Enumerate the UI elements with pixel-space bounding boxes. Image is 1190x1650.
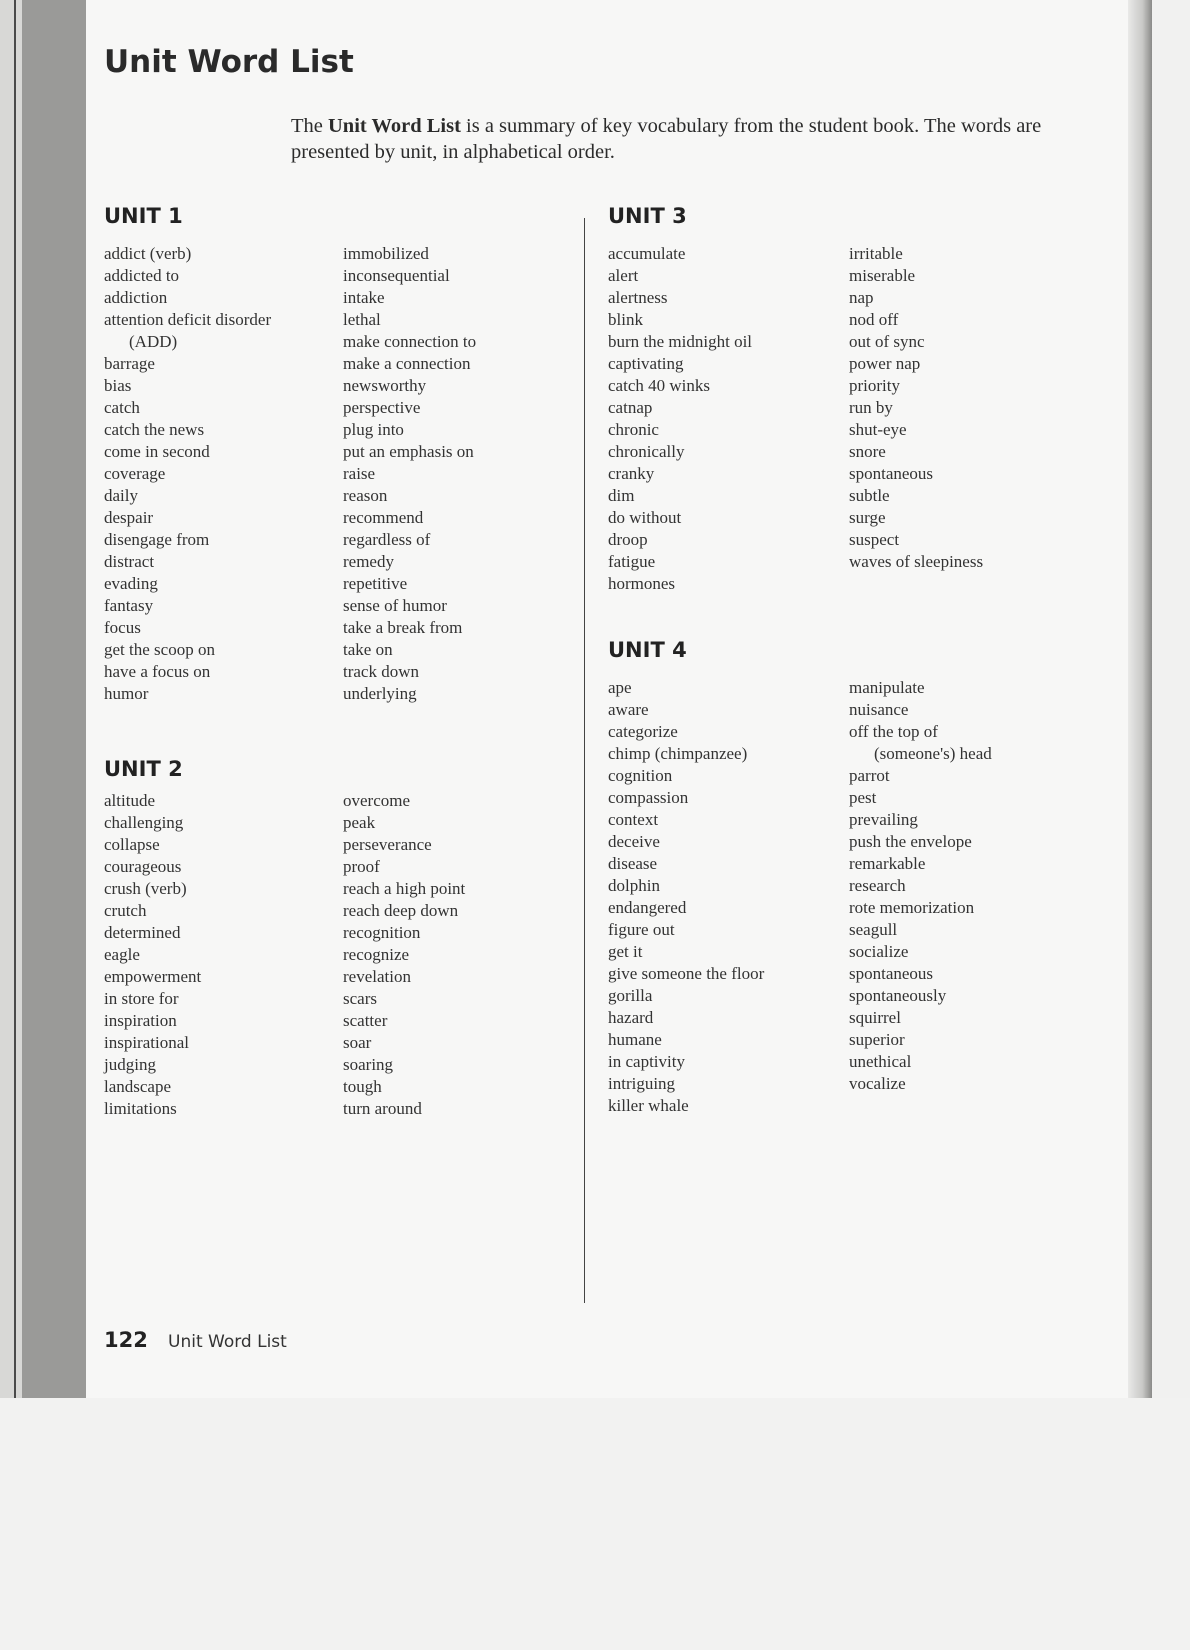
word-list-item: proof bbox=[343, 857, 380, 876]
word-list-item: hazard bbox=[608, 1008, 654, 1027]
word-list-item: catch bbox=[104, 398, 140, 417]
word-list-item: categorize bbox=[608, 722, 678, 741]
word-list-item: deceive bbox=[608, 832, 660, 851]
word-list-item: run by bbox=[849, 398, 893, 417]
word-list-item: chronic bbox=[608, 420, 659, 439]
word-list-item: despair bbox=[104, 508, 154, 527]
word-list-item: chimp (chimpanzee) bbox=[608, 744, 748, 763]
word-list-item: cranky bbox=[608, 464, 655, 483]
page-fold-shadow bbox=[1128, 0, 1152, 1398]
word-list-item: immobilized bbox=[343, 244, 429, 263]
footer-label: Unit Word List bbox=[168, 1332, 287, 1352]
word-list-item: distract bbox=[104, 552, 155, 571]
word-list-item: come in second bbox=[104, 442, 210, 461]
word-list-item: alertness bbox=[608, 288, 668, 307]
word-list-item: soaring bbox=[343, 1055, 394, 1074]
word-list-item: spontaneous bbox=[849, 964, 934, 983]
unit-3-list-a bbox=[608, 243, 752, 595]
unit-4-heading: UNIT 4 bbox=[608, 638, 687, 662]
word-list-item: priority bbox=[849, 376, 900, 395]
word-list-item: superior bbox=[849, 1030, 905, 1049]
word-list-item: spontaneous bbox=[849, 464, 934, 483]
word-list-item: altitude bbox=[104, 791, 155, 810]
word-list-item: (someone's) head bbox=[874, 744, 992, 763]
word-list-item: research bbox=[849, 876, 906, 895]
lower-paper bbox=[0, 1398, 1190, 1650]
word-list-item: raise bbox=[343, 464, 376, 483]
word-list-item: courageous bbox=[104, 857, 182, 876]
word-list-item: disease bbox=[608, 854, 658, 873]
word-list-item: gorilla bbox=[608, 986, 653, 1005]
word-list-item: off the top of bbox=[849, 722, 938, 741]
word-list-item: recognition bbox=[343, 923, 421, 942]
unit-3-list-b bbox=[849, 243, 983, 573]
word-list-item: unethical bbox=[849, 1052, 912, 1071]
word-list-item: challenging bbox=[104, 813, 184, 832]
word-list-item: inspiration bbox=[104, 1011, 177, 1030]
word-list-item: coverage bbox=[104, 464, 166, 483]
word-list-item: droop bbox=[608, 530, 648, 549]
word-list-item: prevailing bbox=[849, 810, 918, 829]
word-list-item: perspective bbox=[343, 398, 421, 417]
unit-1-heading: UNIT 1 bbox=[104, 204, 183, 228]
word-list-item: in captivity bbox=[608, 1052, 685, 1071]
word-list-item: landscape bbox=[104, 1077, 172, 1096]
word-list-item: blink bbox=[608, 310, 643, 329]
unit-2-list-a bbox=[104, 790, 201, 1120]
word-list-item: sense of humor bbox=[343, 596, 447, 615]
word-list-item: scatter bbox=[343, 1011, 388, 1030]
intro-paragraph bbox=[291, 113, 1051, 165]
word-list-item: give someone the floor bbox=[608, 964, 765, 983]
word-list-item: in store for bbox=[104, 989, 179, 1008]
page-number: 122 bbox=[104, 1328, 148, 1352]
word-list-item: crutch bbox=[104, 901, 147, 920]
word-list-item: miserable bbox=[849, 266, 916, 285]
word-list-item: regardless of bbox=[343, 530, 431, 549]
word-list-item: subtle bbox=[849, 486, 890, 505]
word-list-item: inspirational bbox=[104, 1033, 189, 1052]
word-list-item: dolphin bbox=[608, 876, 660, 895]
page-binding-edge bbox=[0, 0, 22, 1398]
word-list-item: collapse bbox=[104, 835, 160, 854]
word-list-item: recommend bbox=[343, 508, 424, 527]
word-list-item: crush (verb) bbox=[104, 879, 187, 898]
word-list-item: out of sync bbox=[849, 332, 925, 351]
unit-4-list-a bbox=[608, 677, 764, 1117]
intro-prefix: The bbox=[291, 115, 328, 137]
word-list-item: addicted to bbox=[104, 266, 180, 285]
word-list-item: catnap bbox=[608, 398, 653, 417]
word-list-item: chronically bbox=[608, 442, 685, 461]
word-list-item: remedy bbox=[343, 552, 394, 571]
unit-2-heading: UNIT 2 bbox=[104, 757, 183, 781]
word-list-item: fatigue bbox=[608, 552, 656, 571]
word-list-item: ape bbox=[608, 678, 632, 697]
word-list-item: turn around bbox=[343, 1099, 422, 1118]
word-list-item: fantasy bbox=[104, 596, 154, 615]
word-list-item: compassion bbox=[608, 788, 689, 807]
word-list-item: track down bbox=[343, 662, 420, 681]
unit-4-list-b bbox=[849, 677, 992, 1095]
word-list-item: rote memorization bbox=[849, 898, 975, 917]
word-list-item: limitations bbox=[104, 1099, 177, 1118]
word-list-item: snore bbox=[849, 442, 886, 461]
word-list-item: focus bbox=[104, 618, 141, 637]
word-list-item: addict (verb) bbox=[104, 244, 192, 263]
word-list-item: have a focus on bbox=[104, 662, 211, 681]
word-list-item: put an emphasis on bbox=[343, 442, 474, 461]
word-list-item: recognize bbox=[343, 945, 410, 964]
word-list-item: barrage bbox=[104, 354, 155, 373]
word-list-item: endangered bbox=[608, 898, 687, 917]
word-list-item: peak bbox=[343, 813, 376, 832]
word-list-item: revelation bbox=[343, 967, 411, 986]
word-list-item: squirrel bbox=[849, 1008, 901, 1027]
word-list-item: socialize bbox=[849, 942, 909, 961]
intro-bold: Unit Word List bbox=[328, 115, 461, 137]
word-list-item: nap bbox=[849, 288, 874, 307]
word-list-item: killer whale bbox=[608, 1096, 689, 1115]
word-list-item: get the scoop on bbox=[104, 640, 215, 659]
word-list-item: disengage from bbox=[104, 530, 210, 549]
word-list-item: make a connection bbox=[343, 354, 471, 373]
word-list-item: newsworthy bbox=[343, 376, 427, 395]
word-list-item: attention deficit disorder bbox=[104, 310, 272, 329]
word-list-item: captivating bbox=[608, 354, 684, 373]
word-list-item: seagull bbox=[849, 920, 898, 939]
unit-1-list-a bbox=[104, 243, 271, 705]
word-list-item: empowerment bbox=[104, 967, 202, 986]
word-list-item: vocalize bbox=[849, 1074, 906, 1093]
word-list-item: overcome bbox=[343, 791, 411, 810]
word-list-item: shut-eye bbox=[849, 420, 907, 439]
word-list-item: get it bbox=[608, 942, 643, 961]
word-list-item: determined bbox=[104, 923, 181, 942]
word-list-item: context bbox=[608, 810, 659, 829]
word-list-item: daily bbox=[104, 486, 138, 505]
word-list-item: power nap bbox=[849, 354, 921, 373]
word-list-item: burn the midnight oil bbox=[608, 332, 753, 351]
word-list-item: cognition bbox=[608, 766, 673, 785]
word-list-item: hormones bbox=[608, 574, 676, 593]
word-list-item: accumulate bbox=[608, 244, 686, 263]
word-list-item: manipulate bbox=[849, 678, 925, 697]
word-list-item: intriguing bbox=[608, 1074, 676, 1093]
unit-3-heading: UNIT 3 bbox=[608, 204, 687, 228]
word-list-item: pest bbox=[849, 788, 877, 807]
word-list-item: bias bbox=[104, 376, 132, 395]
word-list-item: soar bbox=[343, 1033, 372, 1052]
word-list-item: push the envelope bbox=[849, 832, 972, 851]
word-list-item: (ADD) bbox=[129, 332, 178, 351]
margin-bar bbox=[22, 0, 86, 1398]
word-list-item: reach a high point bbox=[343, 879, 466, 898]
word-list-item: spontaneously bbox=[849, 986, 947, 1005]
word-list-item: suspect bbox=[849, 530, 900, 549]
page-title: Unit Word List bbox=[104, 44, 354, 80]
word-list-item: alert bbox=[608, 266, 639, 285]
word-list-item: take a break from bbox=[343, 618, 463, 637]
word-list-item: underlying bbox=[343, 684, 417, 703]
word-list-item: parrot bbox=[849, 766, 890, 785]
word-list-item: nod off bbox=[849, 310, 899, 329]
word-list-item: inconsequential bbox=[343, 266, 450, 285]
unit-1-list-b bbox=[343, 243, 476, 705]
word-list-item: catch 40 winks bbox=[608, 376, 710, 395]
word-list-item: evading bbox=[104, 574, 158, 593]
word-list-item: lethal bbox=[343, 310, 381, 329]
word-list-item: humor bbox=[104, 684, 149, 703]
word-list-item: catch the news bbox=[104, 420, 205, 439]
word-list-item: make connection to bbox=[343, 332, 477, 351]
word-list-item: remarkable bbox=[849, 854, 926, 873]
word-list-item: take on bbox=[343, 640, 393, 659]
word-list-item: repetitive bbox=[343, 574, 408, 593]
word-list-item: scars bbox=[343, 989, 377, 1008]
word-list-item: irritable bbox=[849, 244, 903, 263]
word-list-item: eagle bbox=[104, 945, 140, 964]
word-list-item: tough bbox=[343, 1077, 382, 1096]
word-list-item: perseverance bbox=[343, 835, 432, 854]
word-list-item: reason bbox=[343, 486, 388, 505]
word-list-item: reach deep down bbox=[343, 901, 459, 920]
word-list-item: nuisance bbox=[849, 700, 909, 719]
word-list-item: figure out bbox=[608, 920, 675, 939]
word-list-item: plug into bbox=[343, 420, 404, 439]
intro-rest: is a summary of key vocabulary from the student book. The words are presented by unit, in alphabetical order. bbox=[291, 115, 1042, 163]
right-margin bbox=[1152, 0, 1190, 1398]
word-list-item: aware bbox=[608, 700, 649, 719]
word-list-item: waves of sleepiness bbox=[849, 552, 984, 571]
word-list-item: surge bbox=[849, 508, 886, 527]
word-list-item: humane bbox=[608, 1030, 662, 1049]
column-divider bbox=[584, 218, 585, 1303]
word-list-item: dim bbox=[608, 486, 635, 505]
word-list-item: intake bbox=[343, 288, 385, 307]
word-list-item: judging bbox=[104, 1055, 156, 1074]
unit-2-list-b bbox=[343, 790, 465, 1120]
word-list-item: addiction bbox=[104, 288, 168, 307]
word-list-item: do without bbox=[608, 508, 682, 527]
